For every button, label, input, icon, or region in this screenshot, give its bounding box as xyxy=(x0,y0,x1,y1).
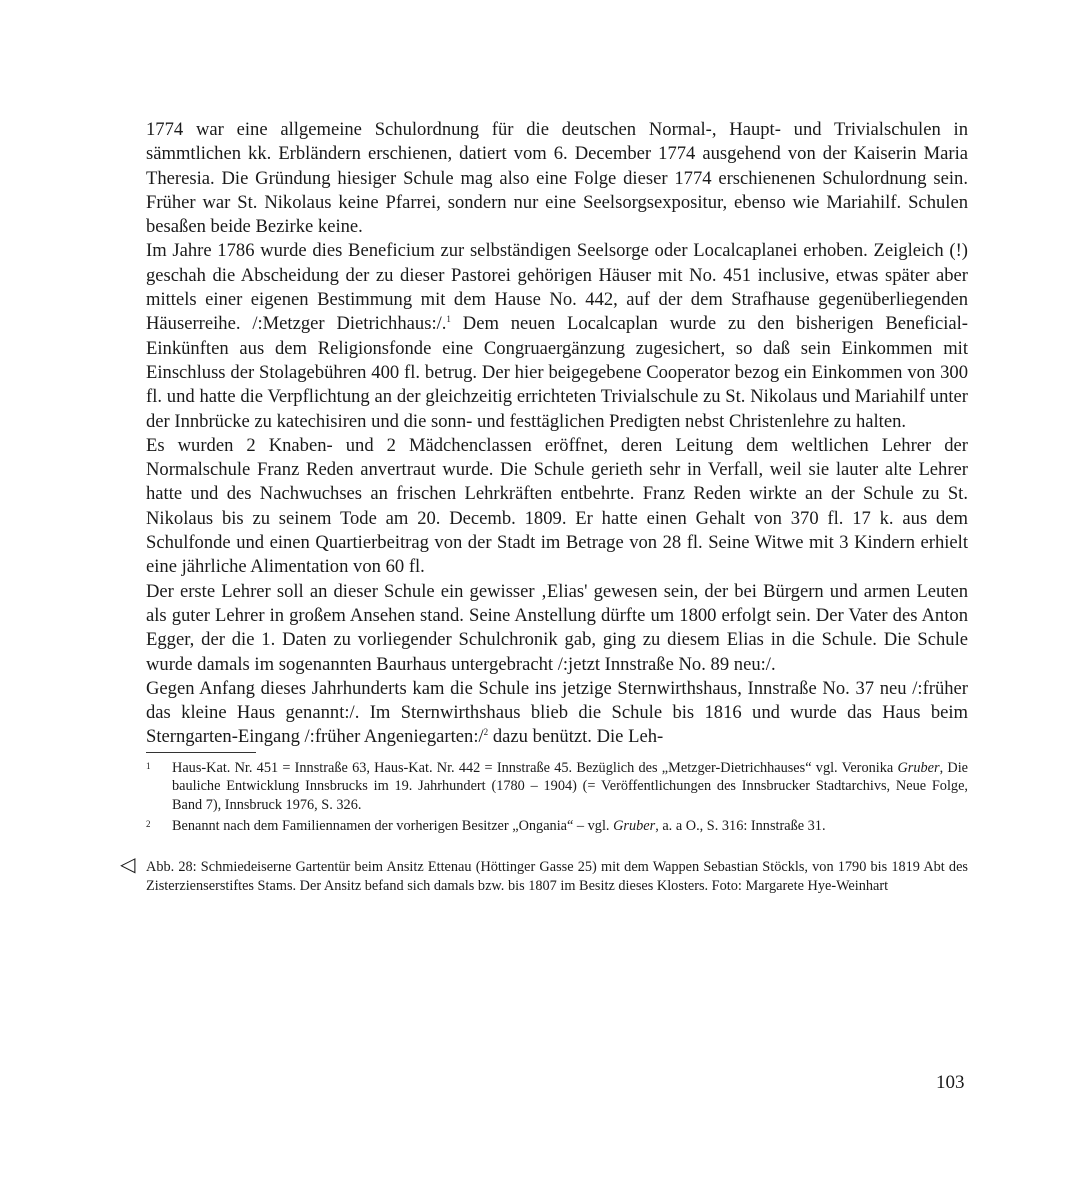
figure-caption xyxy=(120,851,968,896)
footnote-ref-2: 2 xyxy=(483,727,489,738)
footnote-divider xyxy=(146,752,256,753)
footnote-ref-1: 1 xyxy=(446,314,451,325)
footnote-text: Haus-Kat. Nr. 451 = Innstraße 63, Haus-Kat. Nr. 442 = Innstraße 45. Bezüglich des „Metzger-Dietrichhauses“ vgl. Veronika xyxy=(172,759,898,776)
caption-text: Abb. 28: Schmiedeiserne Gartentür beim Ansitz Ettenau (Höttinger Gasse 25) mit dem Wappen Sebastian Stöckls, von 1790 bis 1819 Abt des Zisterzienserstiftes Stams. Der Ansitz befand sich damals bzw. bis 1807 im Besitz dieses Klosters. Foto: Margarete Hye-Weinhart xyxy=(146,858,968,894)
page-number: 103 xyxy=(936,1072,965,1093)
paragraph-5 xyxy=(146,677,968,750)
footnote-number: 1 xyxy=(146,760,151,771)
paragraph-5-part-a: Gegen Anfang dieses Jahrhunderts kam die Schule ins jetzige Sternwirthshaus, Innstraße No. 37 neu /:früher das kleine Haus genannt:/. Im Sternwirthshaus blieb die Schule bis 1816 und wurde das Haus beim Sterngarten-Eingang /:früher Angeniegarten:/ xyxy=(146,677,968,748)
left-arrow-icon: ◁ xyxy=(120,851,136,876)
footnote-number: 2 xyxy=(146,819,151,830)
paragraph-1: 1774 war eine allgemeine Schulordnung für die deutschen Normal-, Haupt- und Trivialschulen in sämmtlichen kk. Erbländern erschienen, datiert vom 6. December 1774 ausgehend von der Kaiserin Maria Theresia. Die Gründung hiesiger Schule mag also eine Folge dieser 1774 erschienenen Schulordnung sein. Früher war St. Nikolaus keine Pfarrei, sondern nur eine Seelsorgsexpositur, ebenso wie Mariahilf. Schulen besaßen beide Bezirke keine. xyxy=(146,119,968,238)
paragraph-5-part-b: dazu benützt. Die Leh- xyxy=(488,726,664,748)
footnote-text-rest: , a. a O., S. 316: Innstraße 31. xyxy=(655,818,826,835)
paragraph-2-part-a: Im Jahre 1786 wurde dies Beneficium zur selbständigen Seelsorge oder Localcaplanei erhoben. Zeigleich (!) geschah die Abscheidung der zu dieser Pastorei gehörigen Häuser mit No. 451 inclusive, etwas später aber mittels einer eigenen Bestimmung mit dem Hause No. 442, auf der dem Strafhause gegenüberliegenden Häuserreihe. /:Metzger Dietrichhaus:/. xyxy=(146,240,968,335)
paragraph-3: Es wurden 2 Knaben- und 2 Mädchenclassen eröffnet, deren Leitung dem weltlichen Lehrer der Normalschule Franz Reden anvertraut wurde. Die Schule gerieth sehr in Verfall, weil sie lauter alte Lehrer hatte und des Nachwuchses an frischen Lehrkräften entbehrte. Franz Reden wirkte an der Schule zu St. Nikolaus bis zu seinem Tode am 20. Decemb. 1809. Er hatte einen Gehalt von 370 fl. 17 k. aus dem Schulfonde und einen Quartierbeitrag von der Stadt im Betrage von 28 fl. Seine Witwe mit 3 Kindern erhielt eine jährliche Alimentation von 60 fl. xyxy=(146,434,968,578)
paragraph-2 xyxy=(146,239,968,433)
footnote-1 xyxy=(146,759,968,815)
footnote-author: Gruber xyxy=(613,818,656,835)
page-content xyxy=(120,118,969,896)
footnote-2 xyxy=(146,817,968,836)
footnote-text-rest: , Die bauliche Entwicklung Innsbrucks im 19. Jahrhundert (1780 – 1904) (= Veröffentlichungen des Innsbrucker Stadtarchivs, Neue Folge, Band 7), Innsbruck 1976, S. 326. xyxy=(172,759,969,813)
footnote-text: Benannt nach dem Familiennamen der vorherigen Besitzer „Ongania“ – vgl. xyxy=(172,818,614,835)
footnote-author: Gruber xyxy=(897,759,940,776)
paragraph-2-part-b: Dem neuen Localcaplan wurde zu den bisherigen Beneficial-Einkünften aus dem Religionsfonde eine Congruaergänzung zugesichert, so daß sein Einkommen mit Einschluss der Stolagebühren 400 fl. betrug. Der hier beigegebene Cooperator bezog ein Einkommen von 300 fl. und hatte die Verpflichtung an der gleichzeitig errichteten Trivialschule zu St. Nikolaus und Mariahilf unter der Innbrücke zu katechisiren und die sonn- und festtäglichen Predigten nebst Christenlehre zu halten. xyxy=(146,313,968,432)
paragraph-4: Der erste Lehrer soll an dieser Schule ein gewisser ‚Elias' gewesen sein, der bei Bürgern und armen Leuten als guter Lehrer in großem Ansehen stand. Seine Anstellung dürfte um 1800 erfolgt sein. Der Vater des Anton Egger, der die 1. Daten zu vorliegender Schulchronik gab, ging zu diesem Elias in die Schule. Die Schule wurde damals im sogenannten Baurhaus untergebracht /:jetzt Innstraße No. 89 neu:/. xyxy=(146,580,968,675)
